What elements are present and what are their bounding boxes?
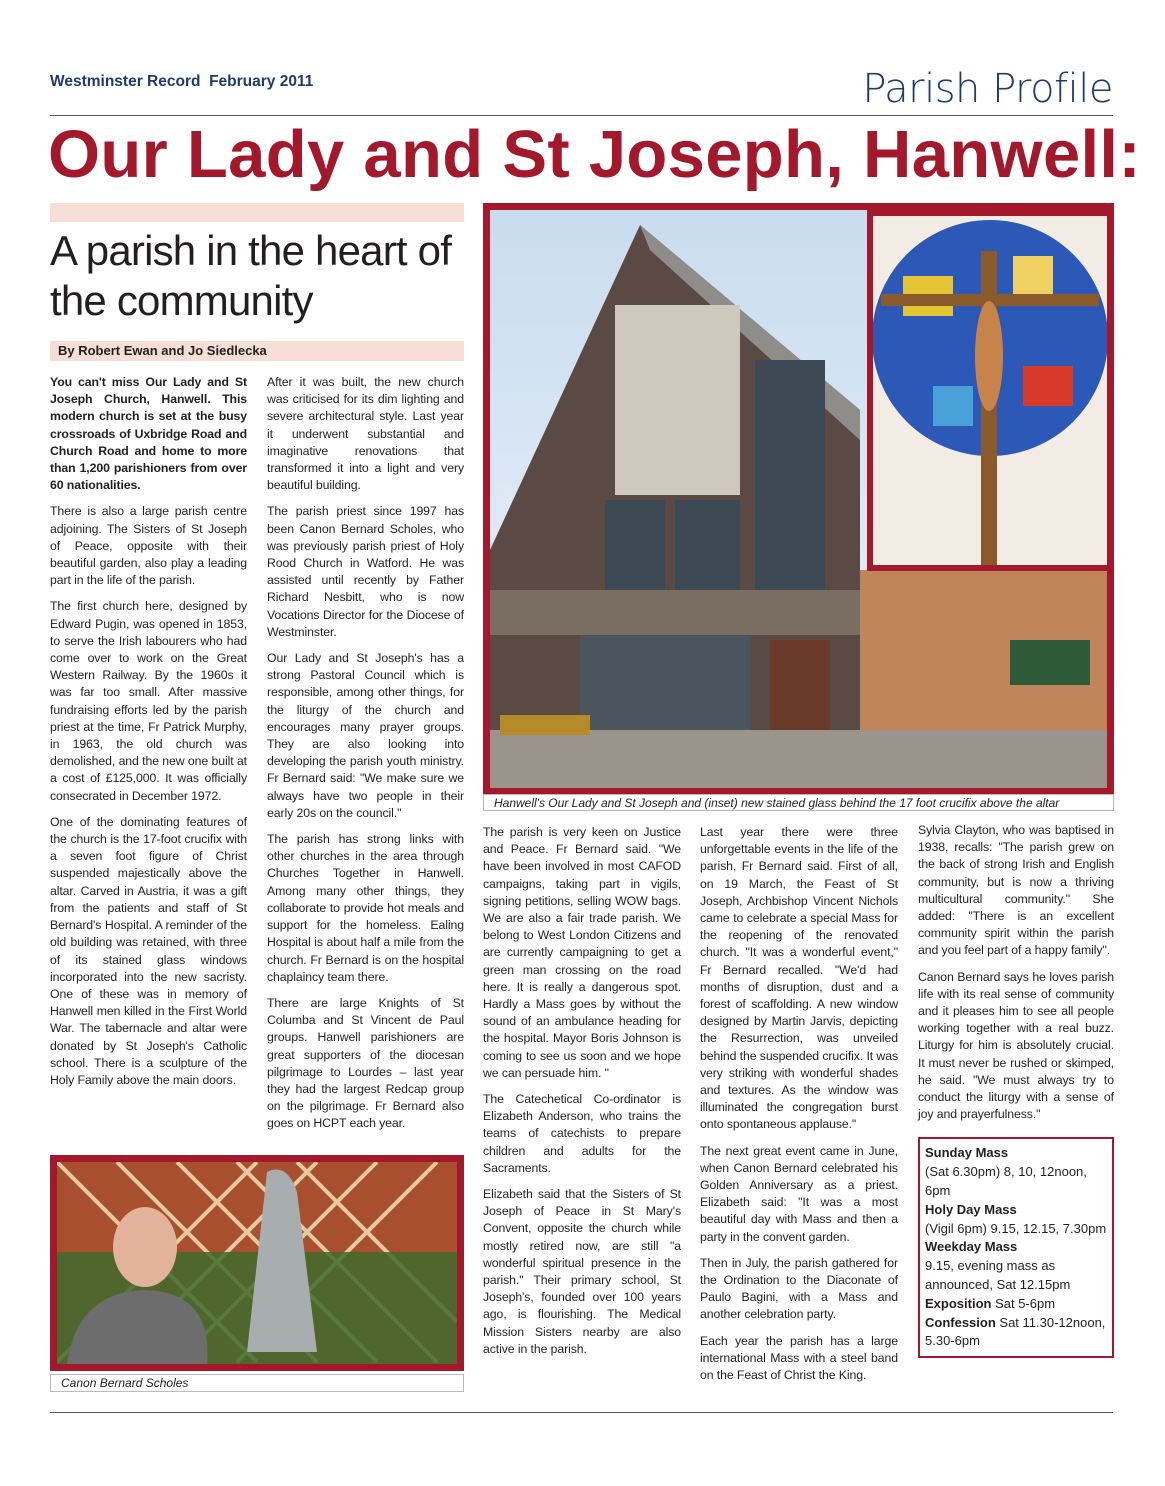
headline: Our Lady and St Joseph, Hanwell: [48, 117, 1141, 192]
article-column-4 [700, 824, 898, 1393]
mass-time-entry [925, 1201, 1107, 1239]
church-photo [483, 203, 1114, 795]
paragraph: Then in July, the parish gathered for the Ordination to the Diaconate of Paulo Bagini, with a Mass and another celebration party. [700, 1255, 898, 1322]
paragraph: The parish has strong links with other churches in the area through Churches Together in Hanwell. Among many other things, they collaborate to provide hot meals and support for the homeless. Ealing Hospital is about half a mile from the church. Fr Bernard is on the hospital chaplaincy team there. [267, 832, 464, 984]
mass-schedule: 9.15, evening mass as announced, Sat 12.15pm [925, 1258, 1071, 1293]
decorative-bar [50, 203, 464, 222]
mass-times-box [918, 1137, 1114, 1358]
article-column-2 [267, 374, 464, 1142]
crucifix-image [873, 216, 1107, 565]
article-column-1 [50, 374, 247, 1098]
subheadline: A parish in the heart of the community [50, 227, 452, 324]
paragraph: Our Lady and St Joseph's has a strong Pastoral Council which is responsible, among other things, for the liturgy of the church and encourages many prayer groups. They are also looking into developing the parish youth ministry. Fr Bernard said: "We make sure we always have two people in their early 20s on the council." [267, 651, 464, 820]
footer-rule [50, 1412, 1113, 1413]
mass-time-entry [925, 1314, 1107, 1352]
paragraph: Sylvia Clayton, who was baptised in 1938, recalls: "The parish grew on the back of strong Irish and English community, but is now a thriving multicultural community." She added: "There is an excellent community spirit within the parish and you feel part of a happy family". [918, 823, 1114, 958]
mass-schedule: (Sat 6.30pm) 8, 10, 12noon, 6pm [925, 1164, 1087, 1199]
mass-label: Confession [925, 1314, 996, 1330]
stained-glass-inset [867, 210, 1113, 571]
paragraph: There is also a large parish centre adjoining. The Sisters of St Joseph of Peace, opposite with their beautiful garden, also play a leading part in the life of the parish. [50, 504, 247, 588]
paragraph: After it was built, the new church was criticised for its dim lighting and severe architectural style. Last year it underwent substantial and imaginative renovations that transformed it into a light and very beautiful building. [267, 375, 464, 493]
mass-schedule: (Vigil 6pm) 9.15, 12.15, 7.30pm [925, 1220, 1107, 1236]
paragraph: One of the dominating features of the church is the 17-foot crucifix with a seven foot figure of Christ suspended majestically above the altar. Carved in Austria, it was a gift from the patients and staff of St Bernard's Hospital. A reminder of the old building was retained, with three of its stained glass windows incorporated into the new sacristy. One of these was in memory of Hanwell men killed in the First World War. The tabernacle and altar were donated by St Joseph's Catholic school. There is a sculpture of the Holy Family above the main doors. [50, 814, 247, 1087]
mass-time-entry [925, 1295, 1107, 1314]
paragraph: The parish is very keen on Justice and Peace. Fr Bernard said. "We have been involved in most CAFOD campaigns, taking part in vigils, signing petitions, selling WOW bags. We are also a fair trade parish. We belong to West London Citizens and are currently campaigning to get a green man crossing on the road here. It is really a dangerous spot. Hardly a Mass goes by without the sound of an ambulance heading for the hospital. Mayor Boris Johnson is coming to see us soon and we hope we can persuade him. " [483, 825, 681, 1080]
paragraph: Canon Bernard says he loves parish life with its real sense of community and it pleases him to see all people working together with a real buzz. Liturgy for him is absolutely crucial. It must never be rushed or skimped, he said. "We must always try to conduct the liturgy with a sense of joy and prayerfulness." [918, 969, 1114, 1122]
article-column-5 [918, 822, 1114, 1358]
article-column-3 [483, 824, 681, 1367]
priest-photo [50, 1155, 464, 1371]
paragraph: You can't miss Our Lady and St Joseph Church, Hanwell. This modern church is set at the busy crossroads of Uxbridge Road and Church Road and home to more than 1,200 parishioners from over 60 nationalities. [50, 375, 247, 493]
mass-time-entry [925, 1238, 1107, 1294]
mass-label: Weekday Mass [925, 1239, 1018, 1255]
paragraph: Each year the parish has a large international Mass with a steel band on the Feast of Christ the King. [700, 1333, 898, 1383]
paragraph: The next great event came in June, when Canon Bernard celebrated his Golden Anniversary as a priest. Elizabeth said: "It was a most beautiful day with Mass and then a party in the convent garden. [700, 1143, 898, 1244]
mass-schedule: Sat 5-6pm [991, 1295, 1056, 1311]
priest-image [57, 1162, 457, 1364]
publication-date: Westminster Record February 2011 [50, 73, 314, 90]
mass-label: Exposition [925, 1295, 992, 1311]
main-photo-caption: Hanwell's Our Lady and St Joseph and (inset) new stained glass behind the 17 foot crucifix above the altar [483, 794, 1114, 811]
mass-label: Sunday Mass [925, 1145, 1009, 1161]
section-title: Parish Profile [862, 66, 1113, 112]
mass-label: Holy Day Mass [925, 1201, 1017, 1217]
paragraph: Last year there were three unforgettable events in the life of the parish, Fr Bernard said. First of all, on 19 March, the Feast of St Joseph, Archbishop Vincent Nichols came to celebrate a special Mass for the reopening of the renovated church. "It was a wonderful event," Fr Bernard recalled. "We'd had months of disruption, dust and a forest of scaffolding. A new window designed by Martin Jarvis, depicting the Resurrection, was unveiled behind the suspended crucifix. It was very striking with wonderful shades and textures. As the window was illuminated the congregation burst onto spontaneous applause." [700, 825, 898, 1132]
paragraph: The Catechetical Co-ordinator is Elizabeth Anderson, who trains the teams of catechists to prepare children and adults for the Sacraments. [483, 1092, 681, 1175]
paragraph: The parish priest since 1997 has been Canon Bernard Scholes, who was previously parish priest of Holy Rood Church in Watford. He was assisted until recently by Father Richard Nesbitt, who is now Vocations Director for the Diocese of Westminster. [267, 504, 464, 639]
paragraph: Elizabeth said that the Sisters of St Joseph of Peace in St Mary's Convent, opposite the church while mostly retired now, are still "a wonderful spiritual presence in the parish." Their primary school, St Joseph's, founded over 100 years ago, is flourishing. The Medical Mission Sisters nearby are also active in the parish. [483, 1187, 681, 1356]
priest-photo-caption: Canon Bernard Scholes [50, 1374, 464, 1392]
mass-schedule: Sat 11.30-12noon, 5.30-6pm [925, 1314, 1106, 1349]
paragraph: The first church here, designed by Edward Pugin, was opened in 1853, to serve the Irish labourers who had come over to work on the Great Western Railway. By the 1960s it was far too small. After massive fundraising efforts led by the parish priest at the time, Fr Patrick Murphy, in 1963, the old church was demolished, and the new one built at a cost of £125,000. It was officially consecrated in December 1972. [50, 599, 247, 803]
mass-time-entry [925, 1144, 1107, 1200]
paragraph: There are large Knights of St Columba and St Vincent de Paul groups. Hanwell parishioners are great supporters of the diocesan pilgrimage to Lourdes – last year they had the largest Redcap group on the pilgrimage. Fr Bernard also goes on HCPT each year. [267, 995, 464, 1131]
byline: By Robert Ewan and Jo Siedlecka [50, 341, 464, 361]
